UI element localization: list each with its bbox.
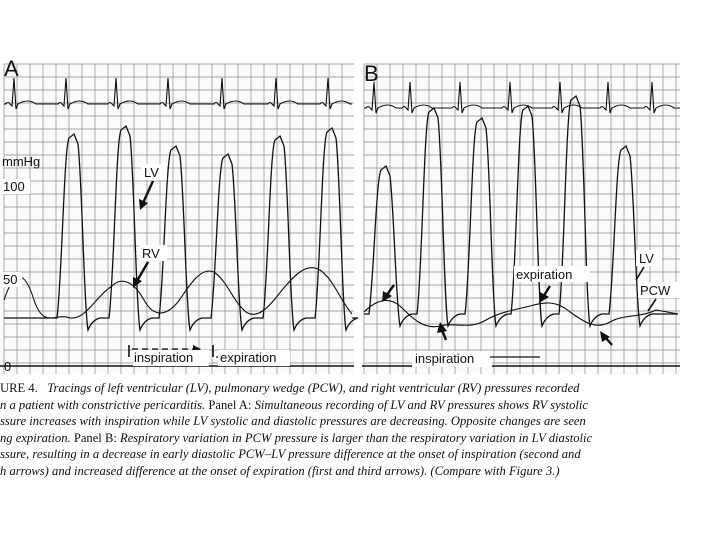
panel-a-letter: A xyxy=(4,56,19,81)
caption-line-2 xyxy=(0,397,712,414)
caption-line-5 xyxy=(0,446,712,463)
caption-panel-a-ref: Panel A: xyxy=(208,397,252,412)
panel-a-scale-100: 100 xyxy=(3,179,25,194)
caption-line-4-text: ng expiration. xyxy=(0,430,71,445)
caption-line-3 xyxy=(0,413,712,430)
caption-line-4 xyxy=(0,430,712,447)
caption-line-1 xyxy=(0,380,712,397)
caption-line-6 xyxy=(0,463,712,480)
panel-a-background xyxy=(0,62,354,374)
caption-line-3-text: ssure increases with inspiration while LV systolic and diastolic pressures are decreasing. Opposite changes are seen xyxy=(0,414,586,429)
caption-panel-b-ref: Panel B: xyxy=(73,430,117,445)
panel-b-label-expiration: expiration xyxy=(516,267,573,282)
panel-b-label-lv: LV xyxy=(639,251,654,266)
panel-a-label-inspiration: inspiration xyxy=(134,350,194,365)
panel-b-letter: B xyxy=(364,61,379,86)
panel-divider xyxy=(354,55,362,375)
caption-line-1-text: Tracings of left ventricular (LV), pulmonary wedge (PCW), and right ventricular (RV) pressures recorded xyxy=(47,381,580,395)
caption-line-2-text-b: Simultaneous recording of LV and RV pressures shows RV systolic xyxy=(254,397,588,412)
panel-a-label-rv: RV xyxy=(142,246,160,261)
panel-a-label-expiration: expiration xyxy=(220,350,277,365)
panel-b-label-inspiration: inspiration xyxy=(415,351,475,366)
caption-line-4-text-b: Respiratory variation in PCW pressure is larger than the respiratory variation in LV diastolic xyxy=(120,430,593,445)
caption-line-5-text: ssure, resulting in a decrease in early diastolic PCW–LV pressure difference at the onset of inspiration (second and xyxy=(0,447,581,462)
caption-line-2-text: n a patient with constrictive pericarditis. xyxy=(0,397,206,412)
panel-b-label-pcw: PCW xyxy=(640,283,671,298)
panel-a-scale-0: 0 xyxy=(4,359,12,374)
caption-line-6-text: h arrows) and increased difference at the onset of expiration (first and third arrows). (Compare with Figure 3.) xyxy=(0,463,560,478)
panel-a-label-lv: LV xyxy=(144,165,159,180)
caption-figure-number: URE 4. xyxy=(0,381,38,395)
panel-a-scale-50: 50 xyxy=(3,272,18,287)
figure-caption xyxy=(0,380,712,480)
panel-a-scale-unit: mmHg xyxy=(2,154,41,169)
panel-b-background xyxy=(362,62,680,374)
